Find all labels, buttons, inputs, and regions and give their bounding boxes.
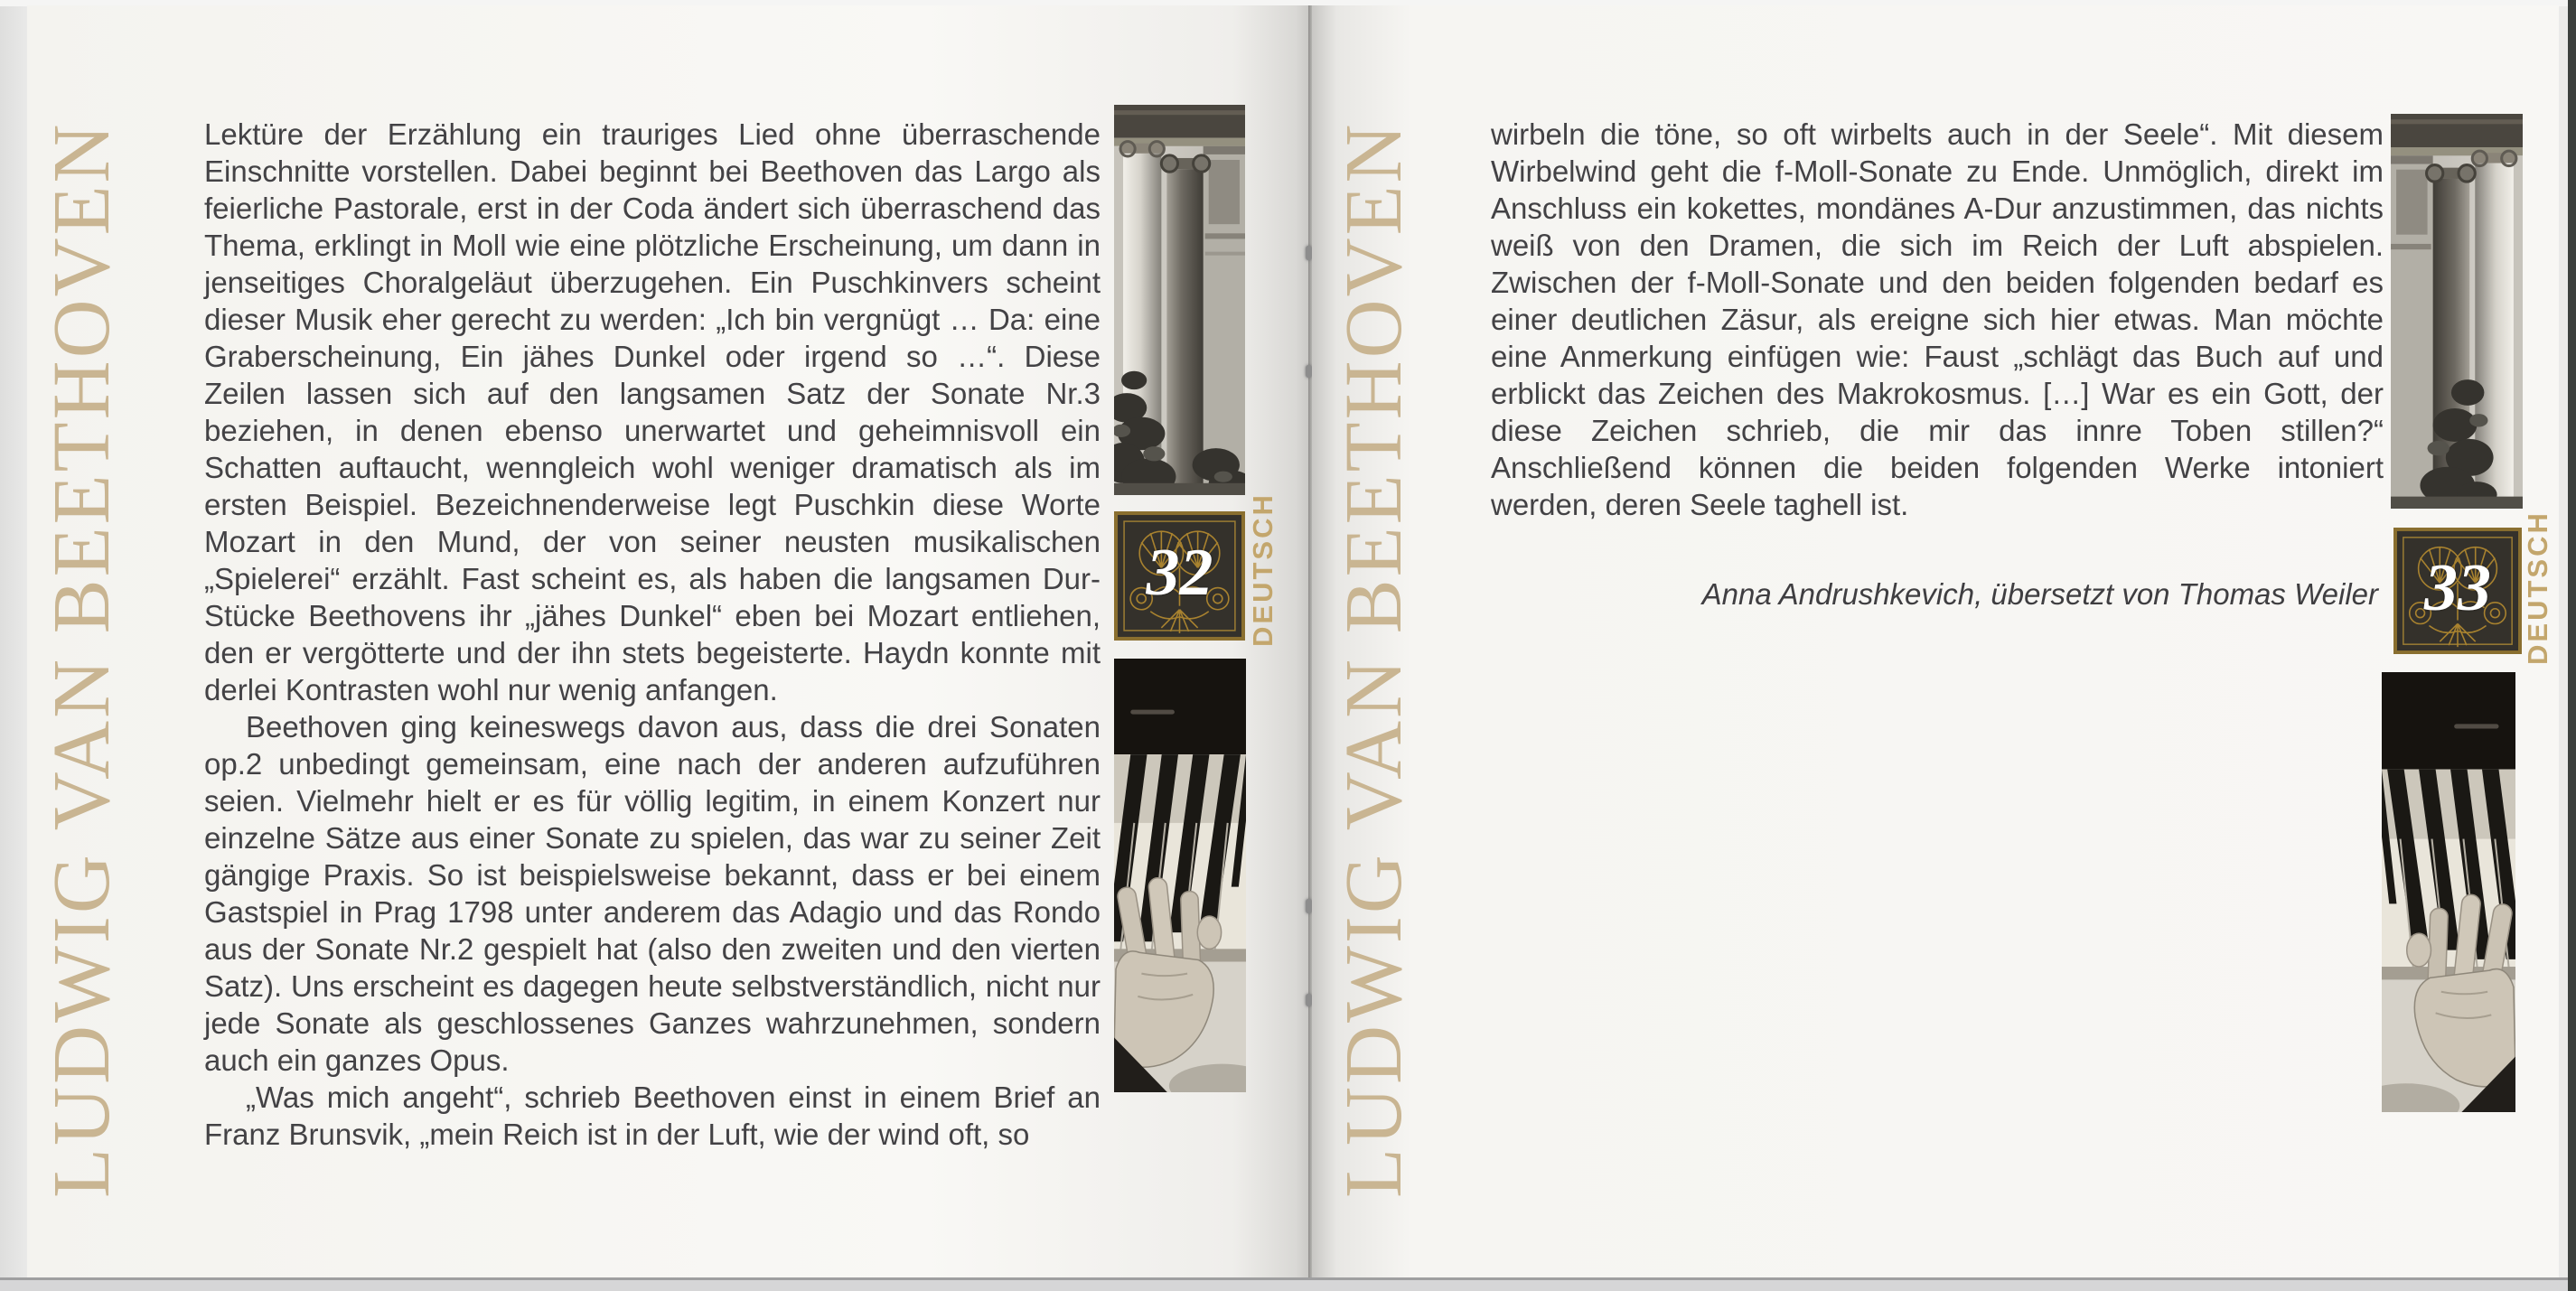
page-number-badge [2393, 528, 2522, 655]
right-page-body-text [1491, 116, 2384, 613]
right-page [1312, 5, 2559, 1277]
page-number-badge [1114, 511, 1245, 641]
language-label: DEUTSCH [1247, 492, 1279, 647]
language-label: DEUTSCH [2522, 510, 2553, 665]
piano-hand-image [1114, 659, 1246, 1092]
column-engraving-image [1114, 105, 1245, 495]
paragraph: Beethoven ging keineswegs davon aus, dass die drei Sonaten op.2 unbedingt gemeinsam, eine nach der anderen aufzuführen seien. Vielmehr hielt er es für völlig legitim, in einem Konzert nur einzelne Sätze aus einer Sonate zu spielen, das war zu seiner Zeit gängige Praxis. So ist beispielsweise bekannt, dass er bei einem Gastspiel in Prag 1798 unter anderem das Adagio und das Rondo aus der Sonate Nr.2 gespielt hat (also den zweiten und den vierten Satz). Uns erscheint es dagegen heute selbstverständlich, nicht nur jede Sonate als geschlossenes Ganzes wahrzunehmen, sondern auch ein ganzes Opus. [204, 710, 1101, 1077]
left-page-side-title: LUDWIG VAN BEETHOVEN [37, 121, 126, 1198]
left-page [27, 5, 1309, 1277]
translator-credit: Anna Andrushkevich, übersetzt von Thomas Weiler [1701, 577, 2378, 611]
paragraph: Lektüre der Erzählung ein trauriges Lied ohne überraschende Einschnitte vorstellen. Dabei beginnt bei Beethoven das Largo als feierliche Pastorale, erst in der Coda ändert sich überraschend das Thema, erklingt in Moll wie eine plötzliche Erscheinung, um dann in jenseitiges Choralgeläut überzugehen. Ein Puschkinvers scheint dieser Musik eher gerecht zu werden: „Ich bin vergnügt … Da: eine Graberscheinung, Ein jähes Dunkel oder irgend so …“. Diese Zeilen lassen sich auf den langsamen Satz der Sonate Nr.3 beziehen, in denen ebenso unerwartet und geheimnisvoll ein Schatten auftaucht, wenngleich wohl weniger dramatisch als im ersten Beispiel. Bezeichnenderweise legt Puschkin diese Worte Mozart in den Mund, der von seiner neusten musikalischen „Spielerei“ erzählt. Fast scheint es, als haben die langsamen Dur-Stücke Beethovens ihr „jähes Dunkel“ eben bei Mozart entliehen, den er vergötterte und der ihn stets begeisterte. Haydn konnte mit derlei Kontrasten wohl nur wenig anfangen. [204, 117, 1101, 706]
page-number: 33 [2424, 551, 2491, 625]
scan-right-edge [2568, 0, 2576, 1291]
piano-hand-image [2382, 672, 2515, 1112]
staple [1306, 899, 1312, 913]
staple [1306, 365, 1312, 378]
scan-left-margin [0, 0, 27, 1291]
staple [1306, 246, 1312, 260]
page-number: 32 [1146, 536, 1213, 610]
staple [1306, 994, 1312, 1006]
right-page-side-title: LUDWIG VAN BEETHOVEN [1329, 121, 1419, 1198]
paragraph: wirbeln die töne, so oft wirbelts auch in der Seele“. Mit diesem Wirbelwind geht die f-Moll-Sonate zu Ende. Unmöglich, direkt im Anschluss ein kokettes, mondänes A-Dur anzustimmen, das nichts weiß von den Dramen, die sich im Reich der Luft abspielen. Zwischen der f-Moll-Sonate und den beiden folgenden bedarf es einer deutlichen Zäsur, als ereigne sich hier etwas. Man möchte eine Anmerkung einfügen wie: Faust „schlägt das Buch auf und erblickt das Zeichen des Makrokosmus. […] War es ein Gott, der diese Zeichen schrieb, die mir das innre Toben stillen?“ Anschließend können die beiden folgenden Werke intoniert werden, deren Seele taghell ist. [1491, 117, 2384, 521]
left-page-body-text [204, 116, 1101, 1153]
scan-bottom-margin [0, 1277, 2576, 1291]
column-engraving-image [2391, 114, 2523, 509]
paragraph: „Was mich angeht“, schrieb Beethoven einst in einem Brief an Franz Brunsvik, „mein Reich ist in der Luft, wie der wind oft, so [204, 1081, 1101, 1151]
